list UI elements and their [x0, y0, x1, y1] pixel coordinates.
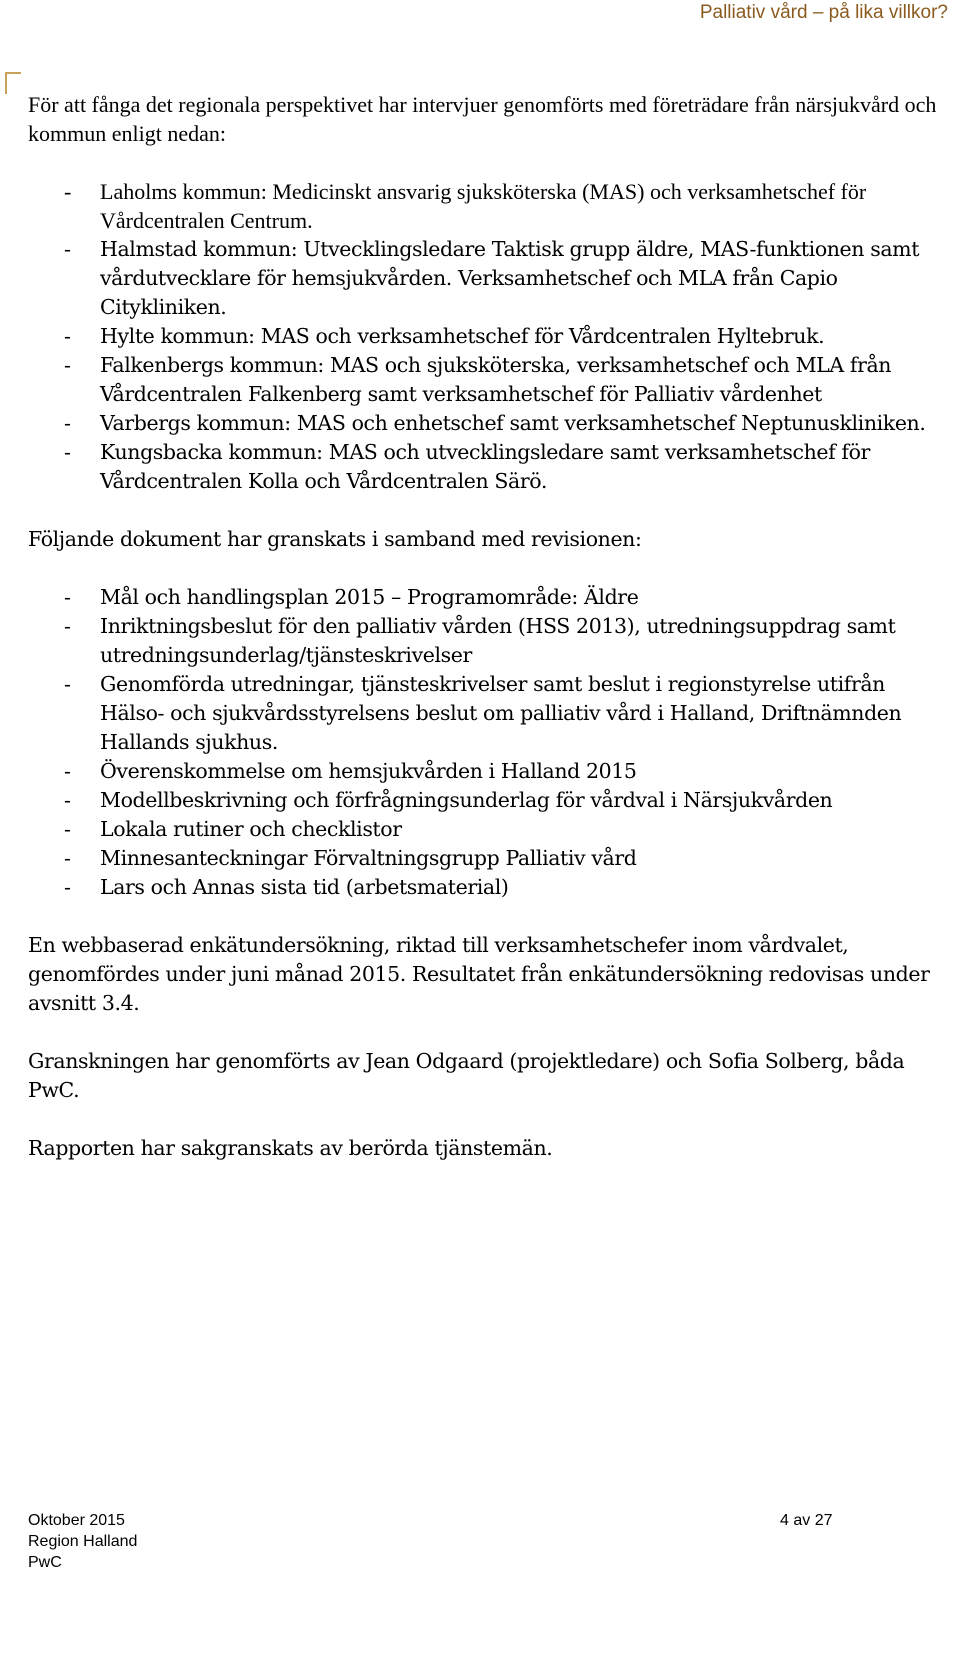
list-item: - Genomförda utredningar, tjänsteskrivelser samt beslut i regionstyrelse utifrån Hälso- och sjukvårdsstyrelsens beslut om palliativ vård i Halland, Driftnämnden Hallands sjukhus.	[28, 670, 948, 757]
corner-mark	[5, 72, 21, 94]
list-item: - Laholms kommun: Medicinskt ansvarig sjuksköterska (MAS) och verksamhetschef för Vårdcentralen Centrum.	[28, 177, 948, 235]
list-item: - Lokala rutiner och checklistor	[28, 815, 948, 844]
list-item: - Lars och Annas sista tid (arbetsmaterial)	[28, 873, 948, 902]
list-item: - Falkenbergs kommun: MAS och sjuksköterska, verksamhetschef och MLA från Vårdcentralen Falkenberg samt verksamhetschef för Palliativ vårdenhet	[28, 351, 948, 409]
list-item: - Överenskommelse om hemsjukvården i Halland 2015	[28, 757, 948, 786]
main-content	[28, 90, 948, 1163]
spacer	[28, 902, 948, 931]
footer-company: PwC	[28, 1554, 62, 1571]
review-team-paragraph: Granskningen har genomförts av Jean Odgaard (projektledare) och Sofia Solberg, båda PwC.	[28, 1049, 905, 1102]
intro-paragraph: För att fånga det regionala perspektivet har intervjuer genomförts med företrädare från närsjukvård och kommun enligt nedan:	[28, 92, 937, 146]
spacer	[28, 148, 948, 177]
spacer	[28, 496, 948, 525]
documents-intro: Följande dokument har granskats i samband med revisionen:	[28, 527, 642, 551]
header-title: Palliativ vård – på lika villkor?	[699, 2, 948, 23]
page-number: 4 av 27	[780, 1512, 833, 1529]
list-item: - Mål och handlingsplan 2015 – Programområde: Äldre	[28, 583, 948, 612]
fact-check-paragraph: Rapporten har sakgranskats av berörda tjänstemän.	[28, 1136, 553, 1160]
footer-left	[28, 1510, 137, 1573]
list-item: - Minnesanteckningar Förvaltningsgrupp Palliativ vård	[28, 844, 948, 873]
list-item: - Hylte kommun: MAS och verksamhetschef för Vårdcentralen Hyltebruk.	[28, 322, 948, 351]
spacer	[28, 554, 948, 583]
spacer	[28, 1105, 948, 1134]
spacer	[28, 1018, 948, 1047]
footer-date: Oktober 2015	[28, 1512, 125, 1529]
list-item: - Inriktningsbeslut för den palliativ vården (HSS 2013), utredningsuppdrag samt utredningsunderlag/tjänsteskrivelser	[28, 612, 948, 670]
document-list	[28, 583, 948, 902]
list-item: - Kungsbacka kommun: MAS och utvecklingsledare samt verksamhetschef för Vårdcentralen Kolla och Vårdcentralen Särö.	[28, 438, 948, 496]
list-item: - Varbergs kommun: MAS och enhetschef samt verksamhetschef Neptunuskliniken.	[28, 409, 948, 438]
footer-organization: Region Halland	[28, 1533, 138, 1550]
survey-paragraph: En webbaserad enkätundersökning, riktad till verksamhetschefer inom vårdvalet, genomfördes under juni månad 2015. Resultatet från enkätundersökning redovisas under avsnitt 3.4.	[28, 933, 930, 1015]
list-item: - Modellbeskrivning och förfrågningsunderlag för vårdval i Närsjukvården	[28, 786, 948, 815]
list-item: - Halmstad kommun: Utvecklingsledare Taktisk grupp äldre, MAS-funktionen samt vårdutvecklare för hemsjukvården. Verksamhetschef och MLA från Capio Citykliniken.	[28, 235, 948, 322]
interview-list	[28, 177, 948, 496]
